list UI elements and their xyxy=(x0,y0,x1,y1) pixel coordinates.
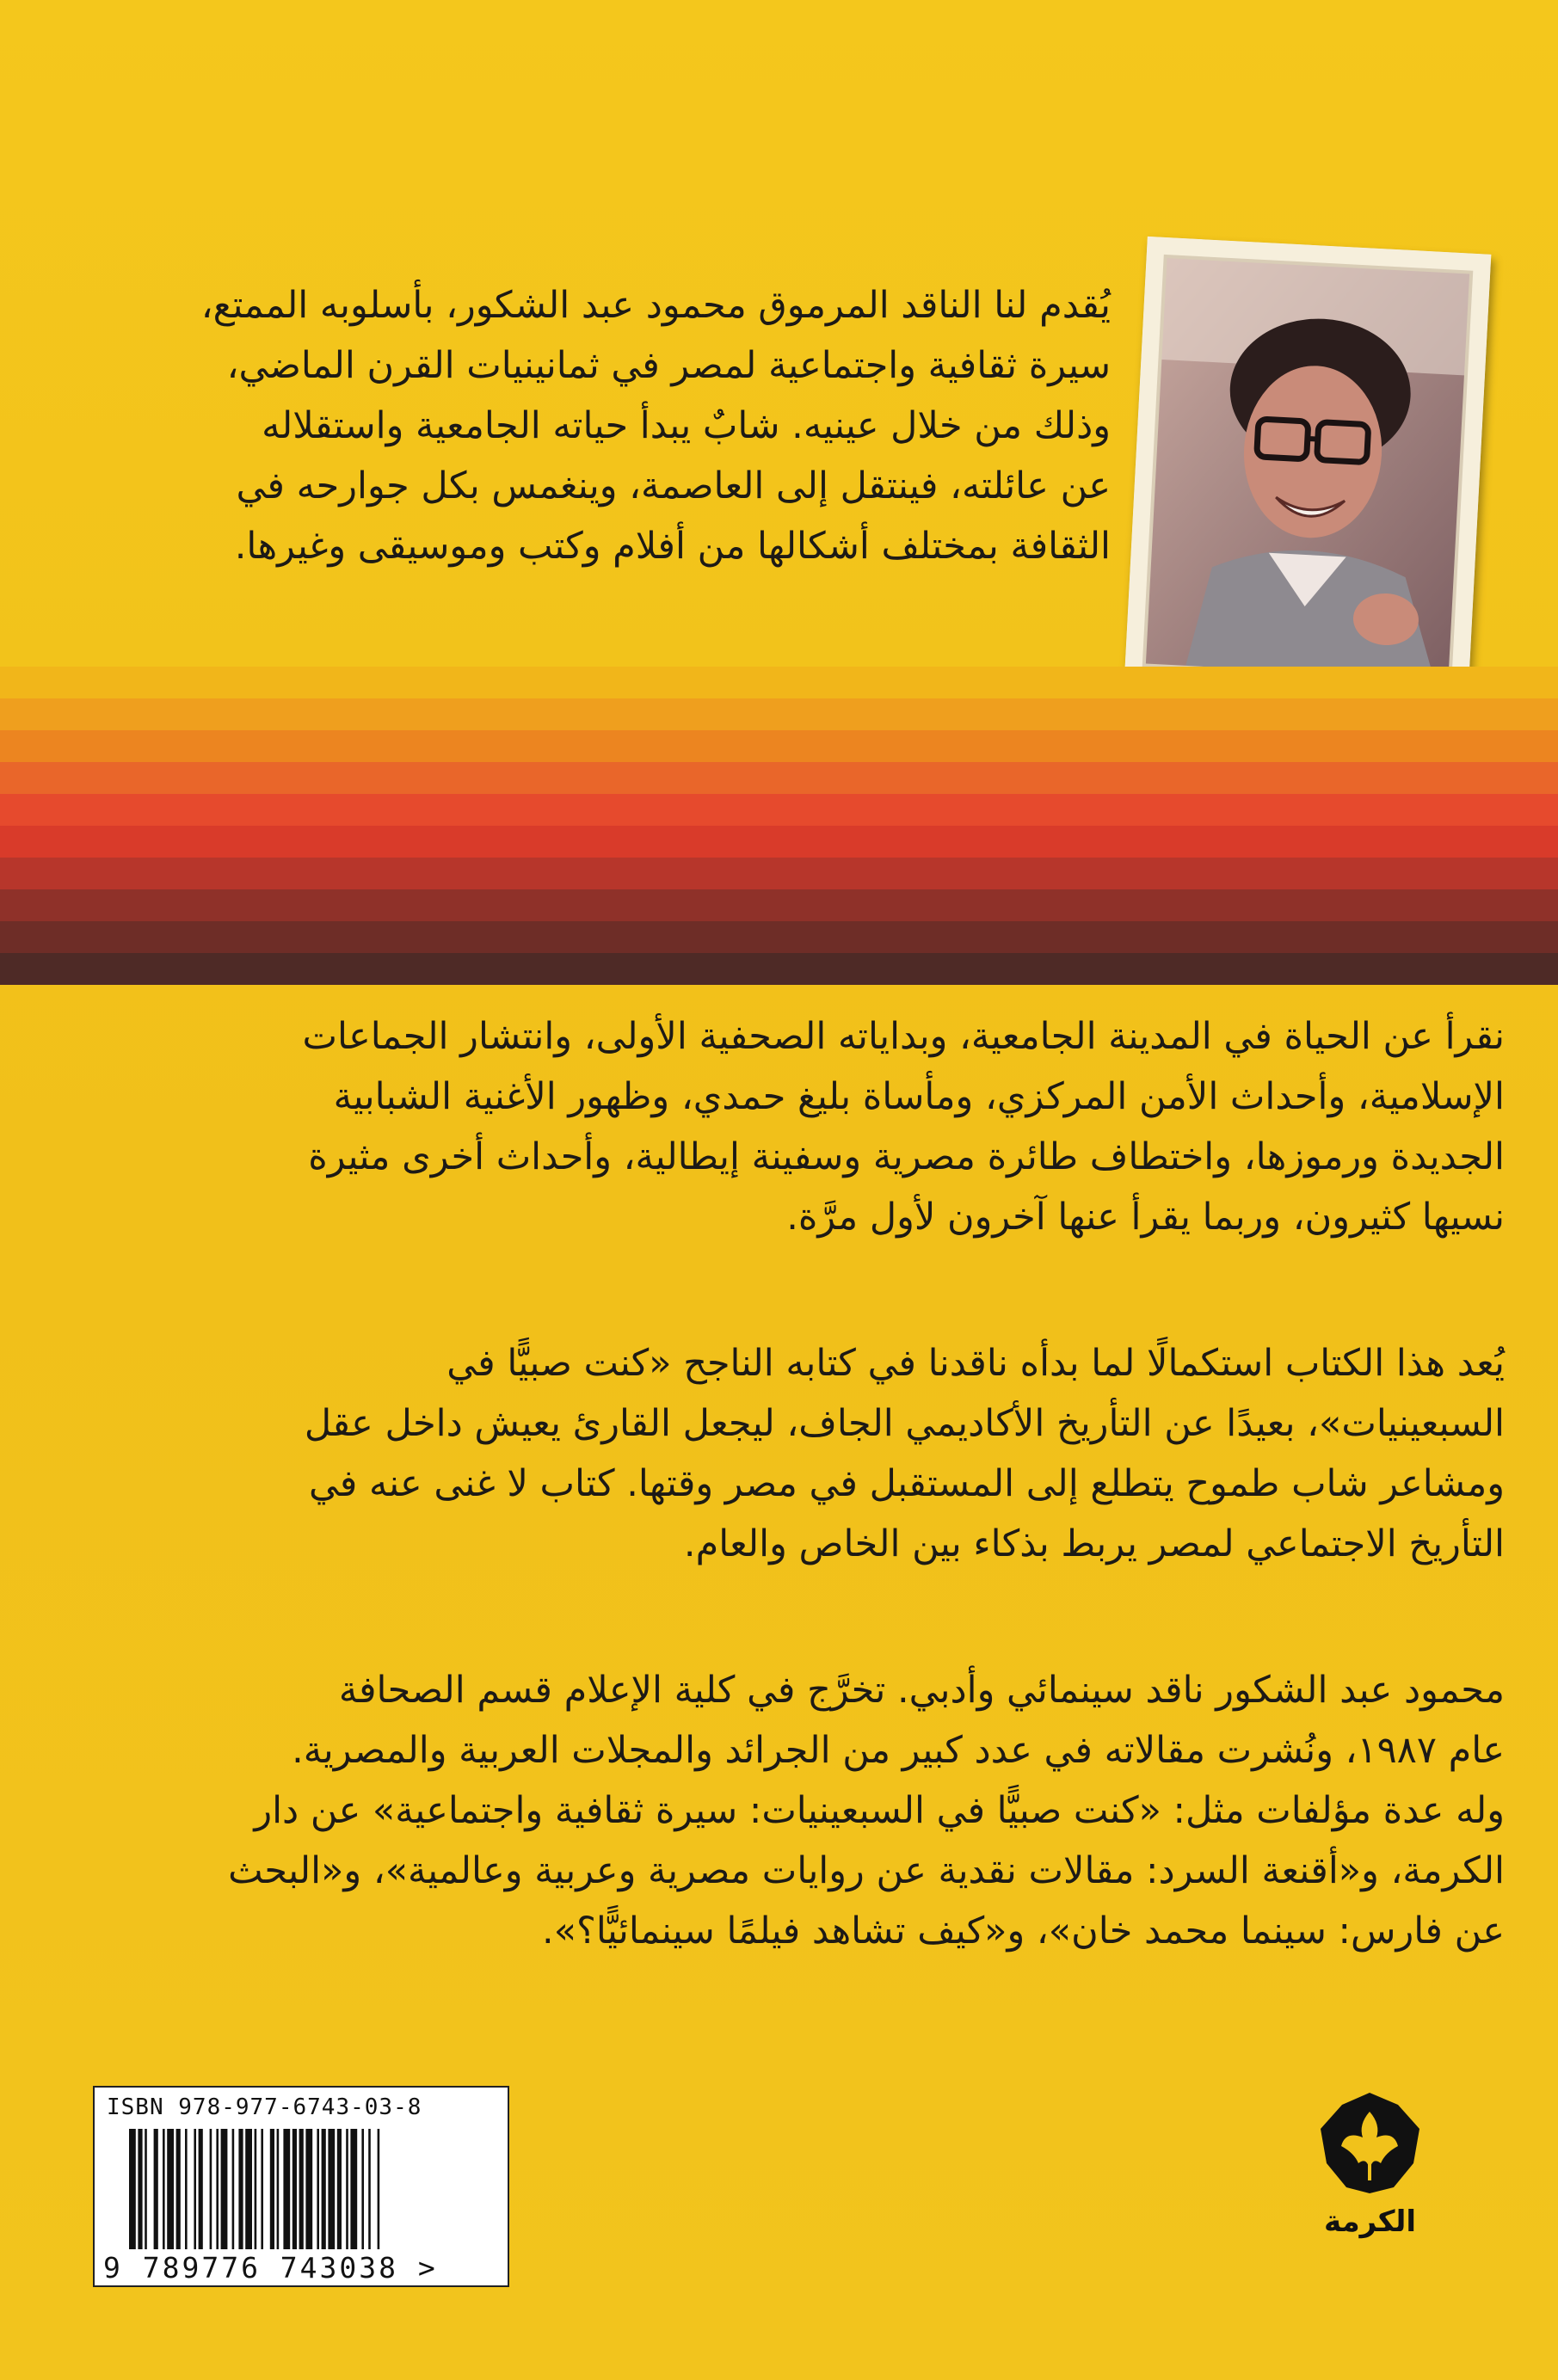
barcode-bar xyxy=(270,2129,274,2249)
blurb-line: السبعينيات»، بعيدًا عن التأريخ الأكاديمي الجاف، ليجعل القارئ يعيش داخل عقل xyxy=(304,1402,1505,1445)
blurb-line: الجديدة ورموزها، واختطاف طائرة مصرية وسفينة إيطالية، وأحداث أخرى مثيرة xyxy=(308,1135,1505,1178)
blurb-line: محمود عبد الشكور ناقد سينمائي وأدبي. تخرَّج في كلية الإعلام قسم الصحافة xyxy=(338,1669,1505,1712)
barcode-bar xyxy=(176,2129,181,2249)
barcode-bar xyxy=(368,2129,371,2249)
blurb-line: ومشاعر شاب طموح يتطلع إلى المستقبل في مصر وقتها. كتاب لا غنى عنه في xyxy=(308,1462,1505,1505)
blurb-line: التأريخ الاجتماعي لمصر يربط بذكاء بين الخاص والعام. xyxy=(683,1522,1505,1565)
barcode-bar xyxy=(322,2129,326,2249)
blurb-paragraph-1 xyxy=(147,275,1111,576)
barcode-bar xyxy=(216,2129,219,2249)
blurb-line: وله عدة مؤلفات مثل: «كنت صبيًّا في السبعينيات: سيرة ثقافية واجتماعية» عن دار xyxy=(254,1789,1505,1832)
blurb-line: سيرة ثقافية واجتماعية لمصر في ثمانينيات القرن الماضي، xyxy=(226,344,1111,387)
stripe xyxy=(0,762,1558,794)
barcode-bar xyxy=(145,2129,147,2249)
barcode-bar xyxy=(129,2129,136,2249)
stripe xyxy=(0,730,1558,762)
author-photo-image xyxy=(1124,237,1492,701)
isbn-label: ISBN 978-977-6743-03-8 xyxy=(107,2094,422,2120)
barcode-bar xyxy=(255,2129,257,2249)
vine-leaf-icon xyxy=(1312,2086,1428,2198)
blurb-paragraph-2 xyxy=(42,1006,1505,1247)
barcode-bar xyxy=(317,2129,319,2249)
barcode-bar xyxy=(167,2129,174,2249)
barcode-bar xyxy=(185,2129,188,2249)
blurb-line: عن فارس: سينما محمد خان»، و«كيف تشاهد فيلمًا سينمائيًّا؟». xyxy=(542,1910,1505,1953)
blurb-paragraph-3 xyxy=(42,1333,1505,1574)
barcode-bar xyxy=(232,2129,235,2249)
stripe xyxy=(0,667,1558,698)
author-photo xyxy=(1124,237,1492,701)
color-stripes xyxy=(0,667,1558,989)
blurb-line: الثقافة بمختلف أشكالها من أفلام وكتب وموسيقى وغيرها. xyxy=(234,525,1111,568)
blurb-line: يُقدم لنا الناقد المرموق محمود عبد الشكور، بأسلوبه الممتع، xyxy=(200,284,1111,327)
barcode-bar xyxy=(346,2129,348,2249)
stripe xyxy=(0,858,1558,889)
blurb-line: عن عائلته، فينتقل إلى العاصمة، وينغمس بكل جوارحه في xyxy=(236,464,1111,507)
barcode-bar xyxy=(194,2129,196,2249)
publisher-logo xyxy=(1312,2086,1428,2239)
blurb-line: يُعد هذا الكتاب استكمالًا لما بدأه ناقدنا في كتابه الناجح «كنت صبيًّا في xyxy=(446,1342,1505,1385)
stripe xyxy=(0,921,1558,953)
barcode-bar xyxy=(283,2129,290,2249)
barcode-bar xyxy=(154,2129,158,2249)
publisher-name: الكرمة xyxy=(1323,2205,1416,2239)
barcode-bar xyxy=(199,2129,203,2249)
barcode-bar xyxy=(245,2129,252,2249)
isbn-barcode xyxy=(93,2086,509,2287)
blurb-line: نقرأ عن الحياة في المدينة الجامعية، وبداياته الصحفية الأولى، وانتشار الجماعات xyxy=(302,1015,1505,1058)
barcode-bar xyxy=(305,2129,312,2249)
barcode-bar xyxy=(221,2129,228,2249)
barcode-bar xyxy=(210,2129,212,2249)
barcode-bar xyxy=(238,2129,243,2249)
barcode-bar xyxy=(277,2129,280,2249)
barcode-bar xyxy=(163,2129,165,2249)
stripe xyxy=(0,698,1558,730)
barcode-bar xyxy=(293,2129,297,2249)
stripe xyxy=(0,826,1558,858)
stripe xyxy=(0,794,1558,826)
barcode-bar xyxy=(328,2129,335,2249)
blurb-line: عام ١٩٨٧، ونُشرت مقالاته في عدد كبير من الجرائد والمجلات العربية والمصرية. xyxy=(292,1729,1505,1772)
blurb-line: نسيها كثيرون، وربما يقرأ عنها آخرون لأول مرَّة. xyxy=(786,1196,1505,1239)
author-bio xyxy=(42,1660,1505,1961)
barcode-bar xyxy=(350,2129,357,2249)
stripe xyxy=(0,889,1558,921)
blurb-line: الإسلامية، وأحداث الأمن المركزي، ومأساة بليغ حمدي، وظهور الأغنية الشبابية xyxy=(333,1075,1505,1118)
barcode-bar xyxy=(337,2129,342,2249)
blurb-line: الكرمة، و«أقنعة السرد: مقالات نقدية عن روايات مصرية وعربية وعالمية»، و«البحث xyxy=(228,1849,1505,1892)
barcode-digits: 9 789776 743038 > xyxy=(103,2251,438,2285)
barcode-bar xyxy=(299,2129,304,2249)
barcode-bar xyxy=(378,2129,380,2249)
barcode-bar xyxy=(138,2129,142,2249)
barcode-bar xyxy=(361,2129,364,2249)
barcode-bars xyxy=(129,2129,473,2249)
stripe xyxy=(0,953,1558,985)
barcode-bar xyxy=(261,2129,263,2249)
blurb-line: وذلك من خلال عينيه. شابٌ يبدأ حياته الجامعية واستقلاله xyxy=(262,404,1111,447)
